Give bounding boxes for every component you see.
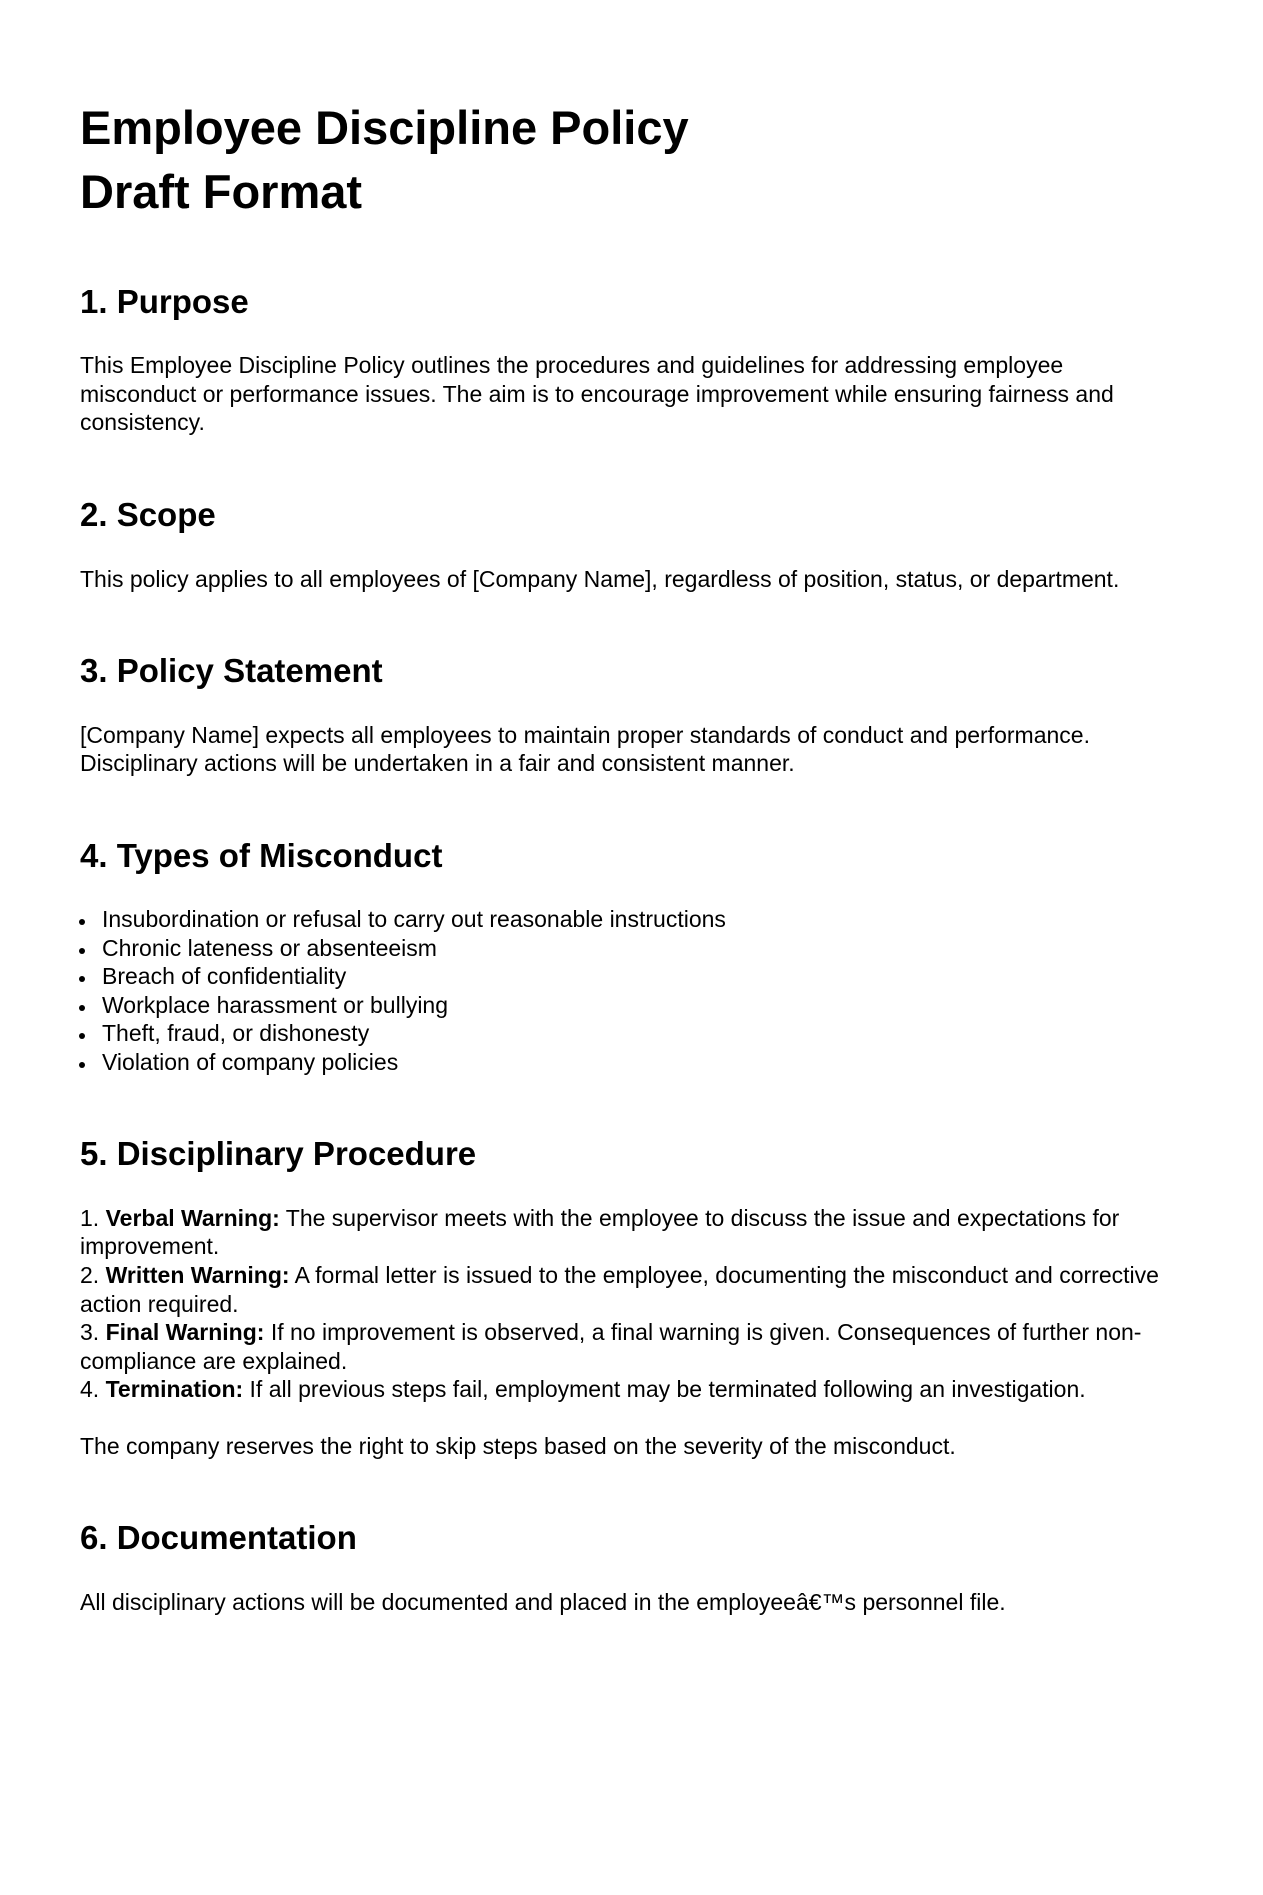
step-text: A formal letter is issued to the employee, documenting the misconduct and corrective action required.	[80, 1262, 1159, 1317]
step-label: Final Warning:	[105, 1319, 265, 1346]
page-title	[80, 96, 1185, 224]
documentation-paragraph: All disciplinary actions will be documented and placed in the employeeâ€™s personnel file.	[80, 1588, 1006, 1615]
scope-paragraph: This policy applies to all employees of [Company Name], regardless of position, status, or department.	[80, 565, 1120, 592]
section-heading-scope: 2. Scope	[80, 495, 216, 533]
step-number: 2.	[80, 1262, 106, 1288]
step-label: Termination:	[105, 1376, 244, 1403]
list-item	[80, 1318, 1185, 1375]
step-text: If no improvement is observed, a final warning is given. Consequences of further non-compliance are explained.	[80, 1319, 1142, 1374]
step-text: The supervisor meets with the employee to discuss the issue and expectations for improvement.	[80, 1204, 1120, 1260]
list-item: • Breach of confidentiality	[97, 962, 1185, 991]
section-heading-purpose: 1. Purpose	[80, 282, 249, 320]
section-heading-policy-statement: 3. Policy Statement	[80, 652, 383, 690]
list-item: • Violation of company policies	[97, 1048, 1185, 1077]
misconduct-list	[80, 905, 1185, 1076]
step-number: 4.	[80, 1376, 106, 1403]
page-title-line-2: Draft Format	[80, 164, 363, 218]
skip-steps-note: The company reserves the right to skip steps based on the severity of the misconduct.	[80, 1432, 956, 1459]
list-item: • Chronic lateness or absenteeism	[97, 934, 1185, 963]
list-item	[80, 1375, 1185, 1404]
list-item: • Theft, fraud, or dishonesty	[97, 1019, 1185, 1048]
list-item: • Workplace harassment or bullying	[97, 991, 1185, 1020]
step-text: If all previous steps fail, employment may be terminated following an investigation.	[243, 1376, 1086, 1403]
disciplinary-steps-list	[80, 1204, 1185, 1404]
step-number: 3.	[80, 1319, 106, 1346]
section-heading-documentation: 6. Documentation	[80, 1519, 357, 1557]
step-label: Written Warning:	[105, 1262, 290, 1288]
policy-statement-paragraph: [Company Name] expects all employees to maintain proper standards of conduct and performance. Disciplinary actions will be undertaken in a fair and consistent manner.	[80, 721, 1090, 777]
section-heading-types-of-misconduct: 4. Types of Misconduct	[80, 836, 443, 874]
purpose-paragraph: This Employee Discipline Policy outlines the procedures and guidelines for addressing employee misconduct or performance issues. The aim is to encourage improvement while ensuring fairness and consistency.	[80, 352, 1114, 436]
section-heading-disciplinary-procedure: 5. Disciplinary Procedure	[80, 1135, 477, 1173]
page-title-line-1: Employee Discipline Policy	[80, 101, 689, 154]
list-item	[80, 1204, 1185, 1261]
list-item: • Insubordination or refusal to carry out reasonable instructions	[97, 905, 1185, 934]
list-item	[80, 1261, 1185, 1318]
step-label: Verbal Warning:	[105, 1204, 280, 1231]
step-number: 1.	[80, 1204, 106, 1231]
